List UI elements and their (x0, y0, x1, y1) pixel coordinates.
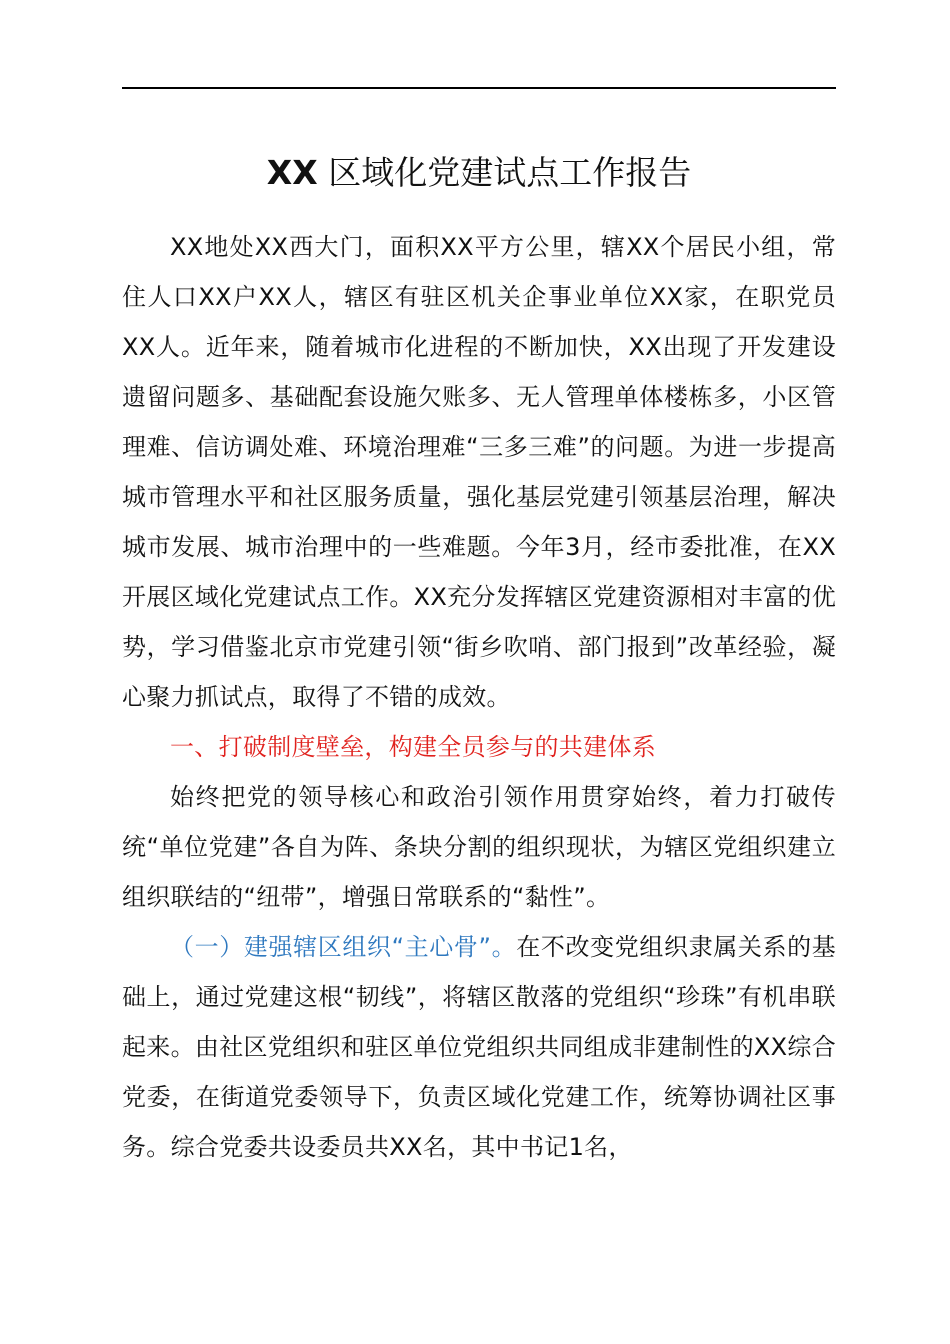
page-title (122, 150, 836, 196)
title-text: 区域化党建试点工作报告 (328, 153, 692, 192)
header-rule (122, 87, 836, 89)
section-heading: 一、打破制度壁垒，构建全员参与的共建体系 (170, 733, 656, 761)
subsection-text: 在不改变党组织隶属关系的基础上，通过党建这根“韧线”，将辖区散落的党组织“珍珠”有机串联起来。由社区党组织和驻区单位党组织共同组成非建制性的XX综合党委，在街道党委领导下，负责区域化党建工作，统筹协调社区事务。综合党委共设委员共XX名，其中书记1名， (122, 933, 836, 1161)
title-prefix: XX (266, 153, 318, 192)
subsection-paragraph (122, 922, 836, 1172)
intro-paragraph: XX地处XX西大门，面积XX平方公里，辖XX个居民小组，常住人口XX户XX人，辖区有驻区机关企事业单位XX家，在职党员XX人。近年来，随着城市化进程的不断加快，XX出现了开发建设遗留问题多、基础配套设施欠账多、无人管理单体楼栋多，小区管理难、信访调处难、环境治理难“三多三难”的问题。为进一步提高城市管理水平和社区服务质量，强化基层党建引领基层治理，解决城市发展、城市治理中的一些难题。今年3月，经市委批准，在XX开展区域化党建试点工作。XX充分发挥辖区党建资源相对丰富的优势，学习借鉴北京市党建引领“街乡吹哨、部门报到”改革经验，凝心聚力抓试点，取得了不错的成效。 (122, 233, 836, 711)
document-body (122, 222, 836, 1172)
subsection-heading: （一）建强辖区组织“主心骨”。 (170, 933, 517, 961)
section-paragraph: 始终把党的领导核心和政治引领作用贯穿始终，着力打破传统“单位党建”各自为阵、条块分割的组织现状，为辖区党组织建立组织联结的“纽带”，增强日常联系的“黏性”。 (122, 783, 836, 911)
